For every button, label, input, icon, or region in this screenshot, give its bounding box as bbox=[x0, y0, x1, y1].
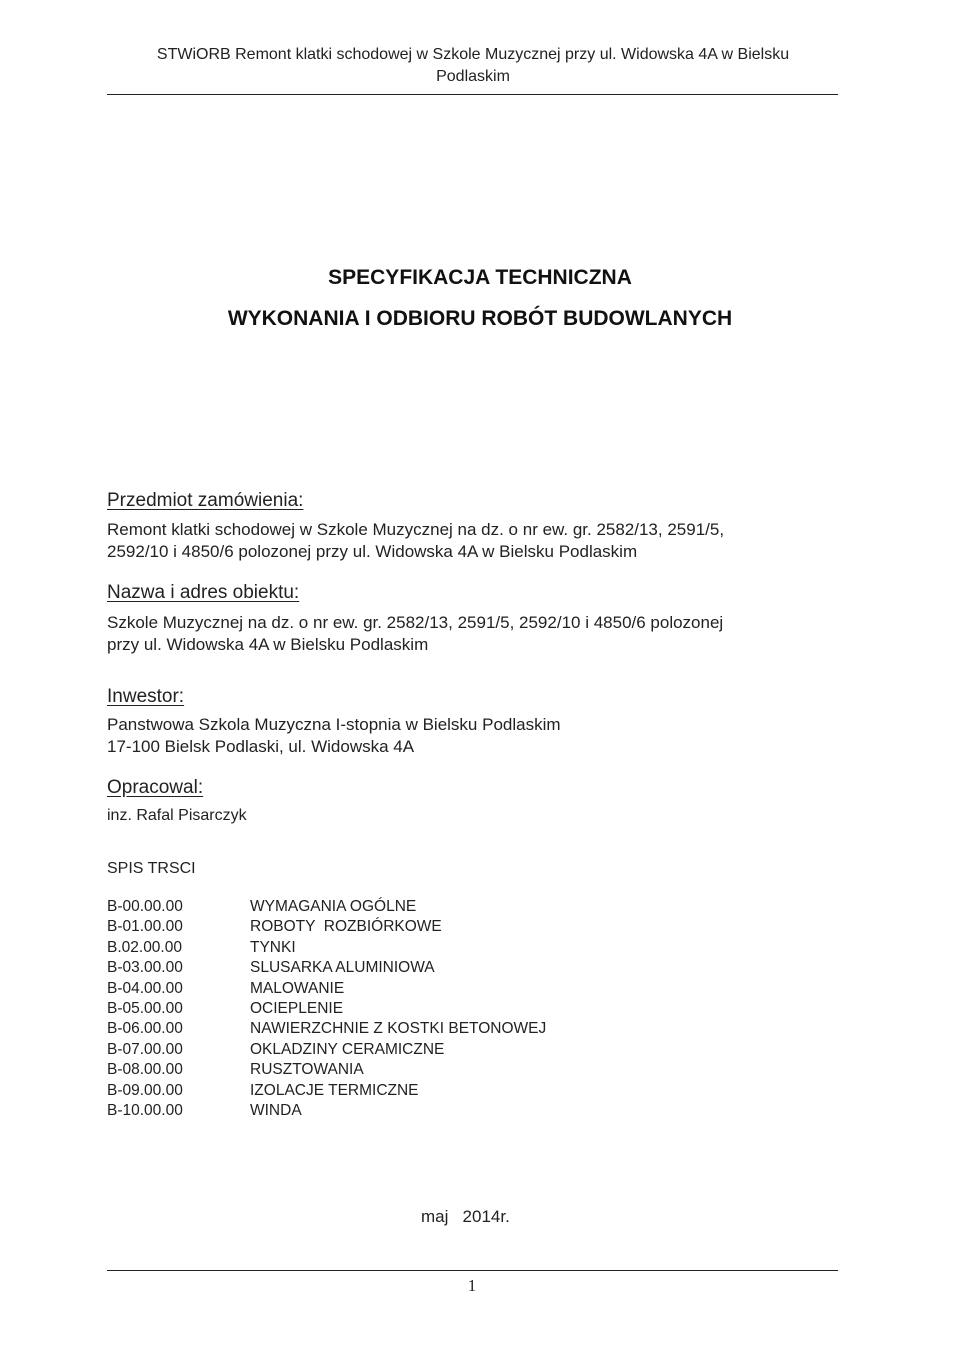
toc-item-code: B.02.00.00 bbox=[107, 938, 182, 956]
footer-rule bbox=[107, 1270, 838, 1271]
header-line-1: STWiORB Remont klatki schodowej w Szkole Muzycznej przy ul. Widowska 4A w Bielsku bbox=[156, 46, 790, 63]
toc-item-title: ROBOTY ROZBIÓRKOWE bbox=[250, 918, 442, 936]
header-rule bbox=[107, 94, 838, 95]
toc-item bbox=[107, 1060, 364, 1080]
header-line-2: Podlaskim bbox=[436, 68, 510, 85]
document-date: maj 2014r. bbox=[421, 1207, 510, 1226]
toc-item-title: OKLADZINY CERAMICZNE bbox=[250, 1040, 445, 1058]
author-heading: Opracowal: bbox=[107, 777, 204, 798]
object-line-2: przy ul. Widowska 4A w Bielsku Podlaskim bbox=[107, 635, 429, 654]
toc-item-code: B-05.00.00 bbox=[107, 1000, 183, 1017]
toc-item bbox=[107, 999, 343, 1019]
toc-item-code: B-10.00.00 bbox=[107, 1102, 183, 1119]
document-title-line-2: WYKONANIA I ODBIORU ROBÓT BUDOWLANYCH bbox=[227, 307, 733, 330]
toc-item-title: IZOLACJE TERMICZNE bbox=[250, 1081, 419, 1099]
toc-item bbox=[107, 1040, 444, 1060]
toc-item-code: B-06.00.00 bbox=[107, 1020, 183, 1038]
toc-item bbox=[107, 1101, 302, 1121]
toc-item-title: WYMAGANIA OGÓLNE bbox=[250, 898, 417, 915]
toc-item bbox=[107, 979, 344, 999]
toc-item bbox=[107, 917, 442, 937]
toc-heading: SPIS TRSCI bbox=[107, 860, 196, 877]
subject-line-2: 2592/10 i 4850/6 polozonej przy ul. Widowska 4A w Bielsku Podlaskim bbox=[107, 542, 638, 561]
toc-item-title: OCIEPLENIE bbox=[250, 1000, 344, 1017]
toc-item-code: B-03.00.00 bbox=[107, 959, 183, 977]
toc-item bbox=[107, 1019, 546, 1039]
toc-item-title: MALOWANIE bbox=[250, 979, 345, 997]
toc-item-title: NAWIERZCHNIE Z KOSTKI BETONOWEJ bbox=[250, 1020, 547, 1038]
toc-item-title: TYNKI bbox=[250, 938, 296, 956]
toc-item-code: B-01.00.00 bbox=[107, 918, 183, 936]
subject-line-1: Remont klatki schodowej w Szkole Muzycznej na dz. o nr ew. gr. 2582/13, 2591/5, bbox=[107, 520, 725, 539]
toc-item-code: B-04.00.00 bbox=[107, 979, 183, 997]
toc-item bbox=[107, 938, 296, 958]
document-title-line-1: SPECYFIKACJA TECHNICZNA bbox=[328, 266, 632, 289]
toc-item-code: B-07.00.00 bbox=[107, 1040, 183, 1058]
running-header bbox=[108, 44, 838, 88]
subject-heading: Przedmiot zamówienia: bbox=[107, 490, 304, 511]
page-number: 1 bbox=[467, 1276, 477, 1295]
author-name: inz. Rafal Pisarczyk bbox=[107, 807, 247, 824]
toc-item bbox=[107, 1081, 419, 1101]
toc-item-code: B-08.00.00 bbox=[107, 1061, 183, 1079]
toc-item-title: WINDA bbox=[250, 1102, 302, 1119]
investor-heading: Inwestor: bbox=[107, 686, 185, 707]
toc-item bbox=[107, 958, 435, 978]
toc-item-code: B-09.00.00 bbox=[107, 1081, 183, 1099]
object-heading: Nazwa i adres obiektu: bbox=[107, 582, 300, 603]
toc-item-title: RUSZTOWANIA bbox=[250, 1061, 364, 1079]
investor-line-2: 17-100 Bielsk Podlaski, ul. Widowska 4A bbox=[107, 737, 415, 756]
toc-item-code: B-00.00.00 bbox=[107, 898, 183, 915]
object-line-1: Szkole Muzycznej na dz. o nr ew. gr. 2582/13, 2591/5, 2592/10 i 4850/6 polozonej bbox=[107, 613, 724, 632]
toc-item bbox=[107, 897, 416, 917]
toc-item-title: SLUSARKA ALUMINIOWA bbox=[250, 959, 435, 977]
investor-line-1: Panstwowa Szkola Muzyczna I-stopnia w Bielsku Podlaskim bbox=[107, 715, 561, 734]
